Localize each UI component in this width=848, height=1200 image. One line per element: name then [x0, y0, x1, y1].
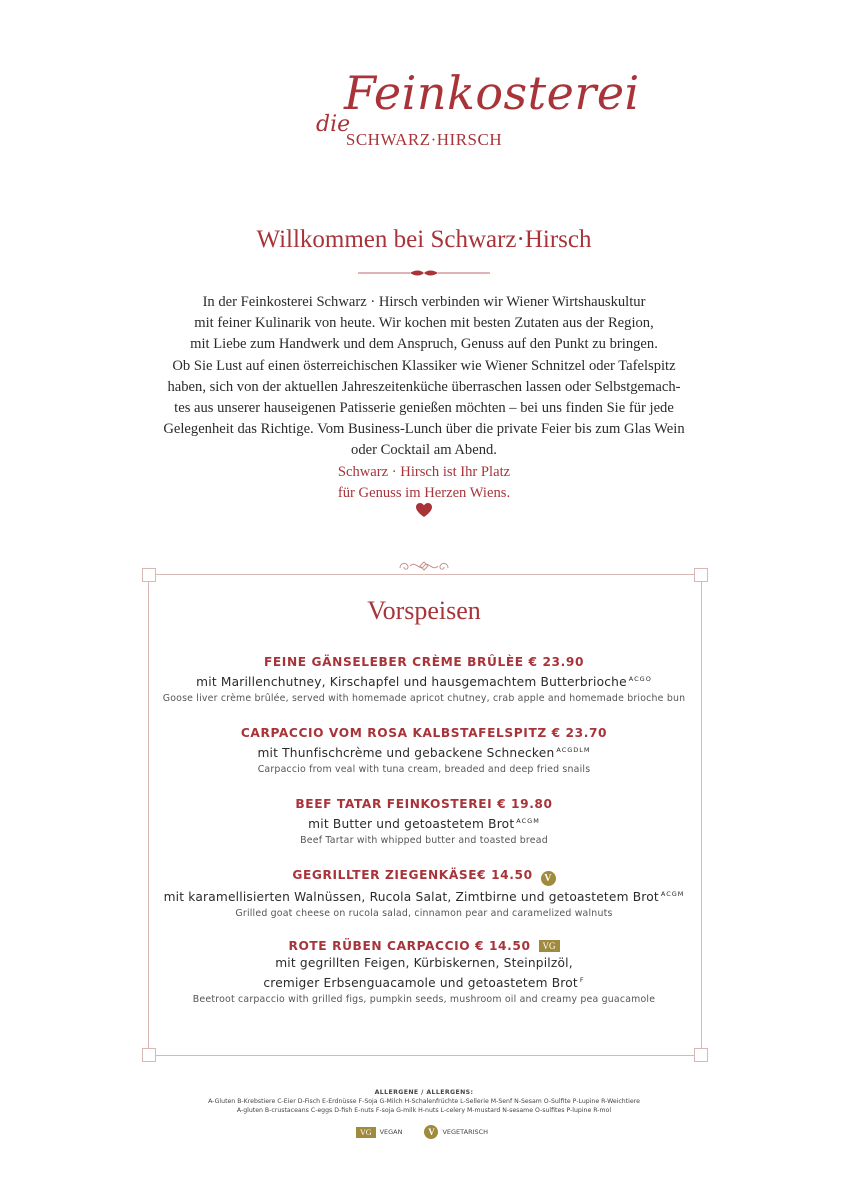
slogan — [0, 462, 848, 504]
heart-icon — [415, 502, 433, 518]
intro-line: mit feiner Kulinarik von heute. Wir kochen mit besten Zutaten aus der Region, — [194, 315, 654, 332]
intro-line: oder Cocktail am Abend. — [351, 442, 497, 459]
dish-title: CARPACCIO VOM ROSA KALBSTAFELSPITZ € 23.70 — [240, 726, 608, 740]
dish-description-de — [150, 671, 698, 691]
allergen-list-en: A-gluten B-crustaceans C-eggs D-fish E-nuts F-soja G-milk H-nuts L-celery M-mustard N-sesame O-sulfites P-lupine R-mol — [236, 1107, 612, 1114]
intro-line: Ob Sie Lust auf einen österreichischen Klassiker wie Wiener Schnitzel oder Tafelspitz — [172, 357, 676, 374]
allergen-codes: ACGM — [516, 817, 540, 825]
dish-description-de — [150, 813, 698, 833]
dish-description-line-2 — [150, 972, 698, 992]
dish-title-text: GEGRILLTER ZIEGENKÄSE€ 14.50 — [292, 868, 533, 882]
intro-line: Gelegenheit das Richtige. Vom Business-Lunch über die private Feier bis zum Glas Wein — [163, 421, 685, 438]
vegetarian-label: VEGETARISCH — [442, 1128, 489, 1136]
dish-description-line: mit Thunfischcrème und gebackene Schnecken — [257, 746, 555, 761]
allergen-legend — [0, 1088, 848, 1115]
logo-subtitle: SCHWARZ·HIRSCH — [345, 130, 503, 149]
dish-description-en: Beetroot carpaccio with grilled figs, pumpkin seeds, mushroom oil and creamy pea guacamole — [192, 994, 656, 1006]
dish-description-line: mit gegrillten Feigen, Kürbiskernen, Steinpilzöl, — [275, 956, 573, 970]
dish-title — [150, 867, 698, 886]
allergen-list-de: A-Gluten B-Krebstiere C-Eier D-Fisch E-Erdnüsse F-Soja G-Milch H-Schalenfrüchte L-Sellerie M-Senf N-Sesam O-Sulfite P-Lupine R-Weichtiere — [208, 1098, 640, 1105]
diet-legend — [356, 1124, 488, 1140]
menu-item — [150, 867, 698, 922]
frame-corner — [142, 568, 156, 582]
welcome-title: Willkommen bei Schwarz·Hirsch — [256, 226, 592, 253]
menu-item — [150, 938, 698, 1008]
allergen-codes: F — [579, 976, 585, 984]
logo — [0, 58, 848, 158]
dish-description-en: Goose liver crème brûlée, served with homemade apricot chutney, crab apple and homemade brioche bun — [162, 693, 686, 705]
vegetarian-badge: V — [541, 871, 556, 886]
menu-item — [150, 796, 698, 849]
menu-item — [150, 654, 698, 707]
frame-corner — [694, 568, 708, 582]
slogan-line: für Genuss im Herzen Wiens. — [337, 485, 511, 501]
frame-corner — [694, 1048, 708, 1062]
dish-description-en: Beef Tartar with whipped butter and toasted bread — [300, 835, 548, 847]
vegetarian-badge: V — [424, 1125, 438, 1139]
dish-title: FEINE GÄNSELEBER CRÈME BRÛLÈE € 23.90 — [263, 655, 585, 669]
dish-description-de — [150, 742, 698, 762]
dish-description-de — [150, 955, 698, 992]
dish-title: BEEF TATAR FEINKOSTEREI € 19.80 — [295, 797, 553, 811]
dish-description-de — [150, 886, 698, 906]
intro-line: haben, sich von der aktuellen Jahreszeitenküche überraschen lassen oder Selbstgemach- — [167, 378, 681, 395]
logo-prefix: die — [316, 112, 351, 137]
vegan-badge: VG — [356, 1127, 376, 1138]
title-divider — [358, 266, 490, 280]
allergen-codes: ACGDLM — [556, 746, 591, 754]
dish-description-line: mit Butter und getoastetem Brot — [308, 817, 515, 832]
allergen-title: ALLERGENE / ALLERGENS: — [374, 1089, 474, 1096]
vegan-badge: VG — [539, 940, 560, 952]
intro-line: mit Liebe zum Handwerk und dem Anspruch, Genuss auf den Punkt zu bringen. — [190, 336, 658, 353]
dish-description-line: mit karamellisierten Walnüssen, Rucola Salat, Zimtbirne und getoastetem Brot — [163, 890, 659, 905]
dish-description-line: mit Marillenchutney, Kirschapfel und hausgemachtem Butterbrioche — [196, 675, 627, 690]
section-title: Vorspeisen — [367, 596, 481, 625]
allergen-codes: ACGM — [660, 890, 685, 898]
frame-corner — [142, 1048, 156, 1062]
dish-description-line: cremiger Erbsenguacamole und getoastetem Brot — [263, 976, 578, 991]
dish-description-en: Grilled goat cheese on rucola salad, cinnamon pear and caramelized walnuts — [235, 908, 613, 920]
intro-line: In der Feinkosterei Schwarz · Hirsch verbinden wir Wiener Wirtshauskultur — [202, 294, 646, 310]
allergen-codes: ACGO — [628, 675, 652, 683]
ornament-icon — [396, 558, 452, 574]
menu-item — [150, 725, 698, 778]
dish-description-en: Carpaccio from veal with tuna cream, breaded and deep fried snails — [257, 764, 591, 776]
dish-title-text: ROTE RÜBEN CARPACCIO € 14.50 — [288, 939, 531, 953]
slogan-line: Schwarz · Hirsch ist Ihr Platz — [337, 464, 511, 480]
vegan-label: VEGAN — [379, 1128, 403, 1136]
dish-title — [150, 938, 698, 955]
intro-text — [150, 292, 698, 462]
logo-name: Feinkosterei — [344, 66, 640, 120]
intro-line: tes aus unserer hauseigenen Patisserie genießen möchten – bei uns finden Sie für jede — [174, 400, 674, 417]
